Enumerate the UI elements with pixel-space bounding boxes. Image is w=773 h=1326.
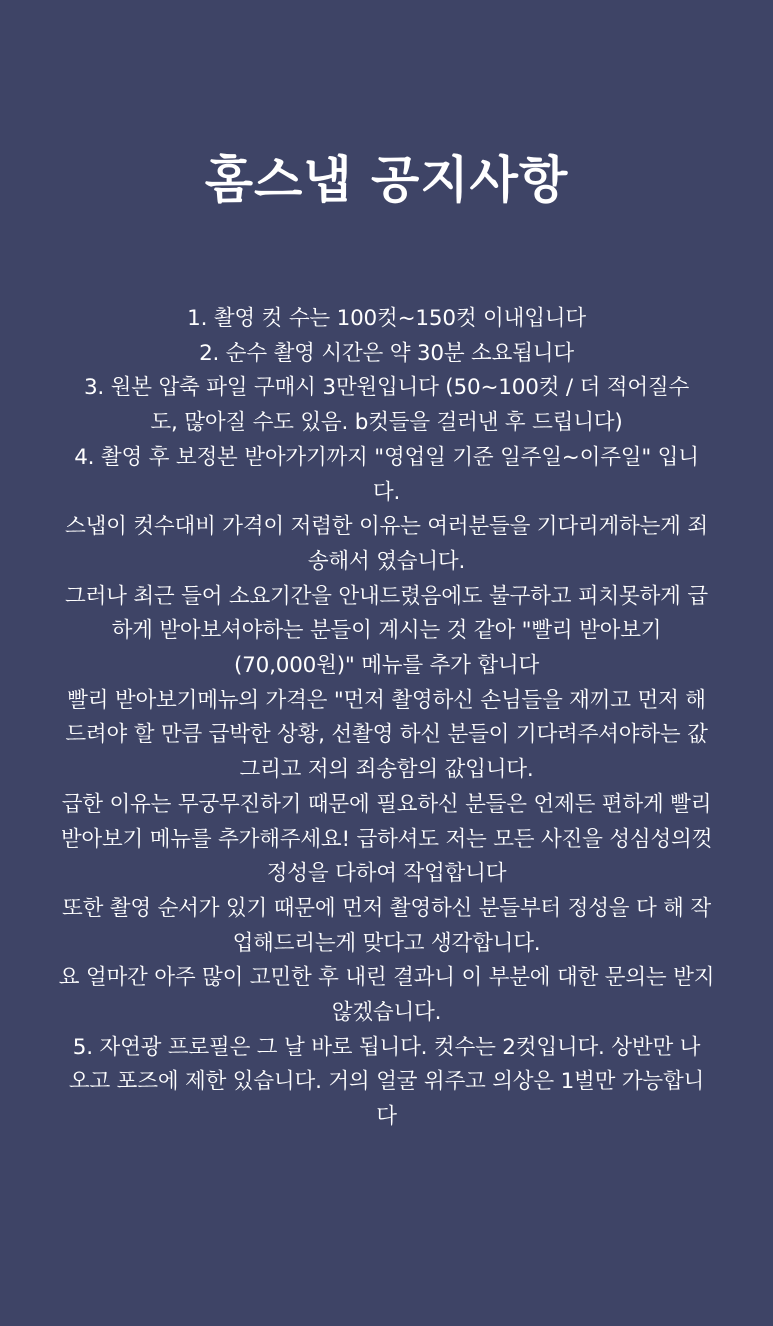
notice-line: 5. 자연광 프로필은 그 날 바로 됩니다. 컷수는 2컷입니다. 상반만 나: [72, 1034, 701, 1060]
notice-body: [22, 302, 751, 1135]
notice-line: 도, 많아질 수도 있음. b컷들을 걸러낸 후 드립니다): [150, 410, 623, 436]
notice-line: 그러나 최근 들어 소요기간을 안내드렸음에도 불구하고 피치못하게 급: [65, 583, 708, 609]
notice-line: 오고 포즈에 제한 있습니다. 거의 얼굴 위주고 의상은 1벌만 가능합니: [68, 1069, 705, 1095]
notice-line: 또한 촬영 순서가 있기 때문에 먼저 촬영하신 분들부터 정성을 다 해 작: [62, 895, 711, 921]
notice-title: 홈스냅 공지사항: [204, 151, 569, 209]
notice-line: 3. 원본 압축 파일 구매시 3만원입니다 (50~100컷 / 더 적어질수: [83, 375, 690, 401]
notice-line: 송해서 였습니다.: [307, 548, 466, 574]
notice-line: 받아보기 메뉴를 추가해주세요! 급하셔도 저는 모든 사진을 성심성의껏: [60, 826, 713, 852]
notice-line: 드려야 할 만큼 급박한 상황, 선촬영 하신 분들이 기다려주셔야하는 값: [65, 722, 708, 748]
notice-line: 빨리 받아보기메뉴의 가격은 "먼저 촬영하신 손님들을 재끼고 먼저 해: [67, 687, 706, 713]
notice-line: 업해드리는게 맞다고 생각합니다.: [232, 930, 541, 956]
notice-line: 1. 촬영 컷 수는 100컷~150컷 이내입니다: [187, 306, 586, 331]
notice-line: 하게 받아보셔야하는 분들이 계시는 것 같아 "빨리 받아보기: [111, 618, 662, 644]
notice-line: 그리고 저의 죄송함의 값입니다.: [239, 757, 534, 783]
notice-line: 스냅이 컷수대비 가격이 저렴한 이유는 여러분들을 기다리게하는게 죄: [65, 514, 708, 540]
notice-line: 4. 촬영 후 보정본 받아가기까지 "영업일 기준 일주일~이주일" 입니: [74, 444, 699, 470]
notice-line: 다: [376, 1104, 397, 1130]
notice-line: (70,000원)" 메뉴를 추가 합니다: [233, 653, 540, 679]
notice-line: 급한 이유는 무궁무진하기 때문에 필요하신 분들은 언제든 편하게 빨리: [61, 791, 712, 817]
notice-line: 정성을 다하여 작업합니다: [266, 861, 507, 887]
notice-line: 다.: [372, 479, 401, 505]
notice-line: 않겠습니다.: [331, 1000, 442, 1026]
notice-line: 2. 순수 촬영 시간은 약 30분 소요됩니다: [199, 340, 574, 366]
notice-line: 요 얼마간 아주 많이 고민한 후 내린 결과니 이 부분에 대한 문의는 받지: [58, 965, 715, 991]
